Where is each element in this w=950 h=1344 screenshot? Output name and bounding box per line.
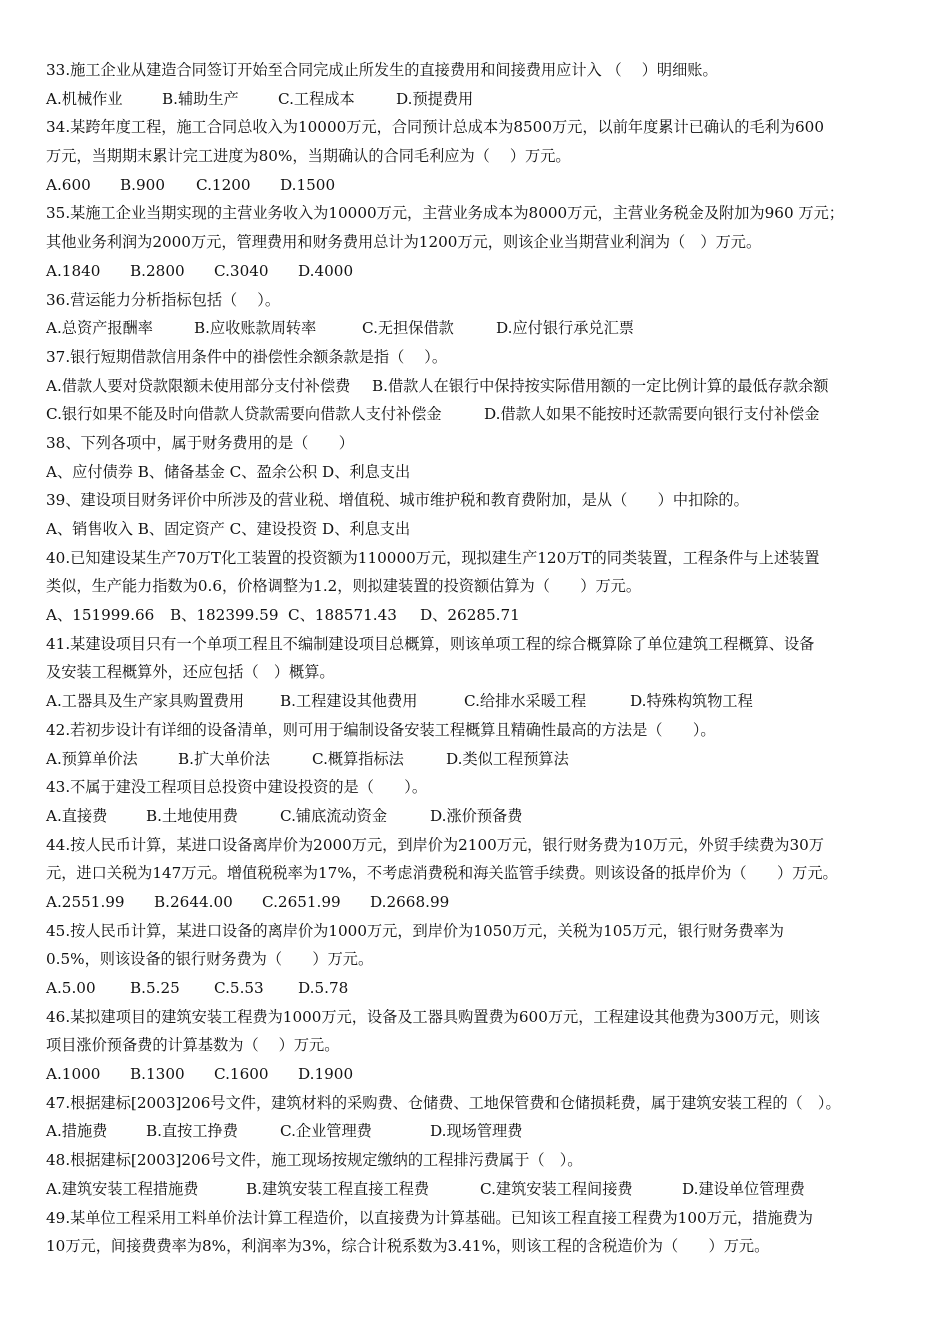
option-c: C.给排水采暖工程 bbox=[464, 692, 587, 711]
option-a: A.机械作业 bbox=[46, 89, 123, 108]
question-stem: 44.按人民币计算，某进口设备离岸价为2000万元，到岸价为2100万元，银行财务费为10万元，外贸手续费为30万 bbox=[46, 835, 824, 854]
option-a: A.1000 bbox=[46, 1065, 101, 1084]
option-a: A.措施费 bbox=[46, 1122, 108, 1141]
option-c: C.2651.99 bbox=[262, 892, 341, 911]
option-a: A.1840 bbox=[46, 261, 101, 280]
option-a: A.工器具及生产家具购置费用 bbox=[46, 692, 245, 711]
answer-options bbox=[46, 257, 916, 286]
question-stem-continued: 其他业务利润为2000万元，管理费用和财务费用总计为1200万元，则该企业当期营业利润为（ ）万元。 bbox=[46, 233, 762, 252]
option-b: B.2800 bbox=[130, 261, 185, 280]
option-b: B.辅助生产 bbox=[162, 89, 239, 108]
option-d: D.类似工程预算法 bbox=[446, 749, 569, 768]
option-d: D.1500 bbox=[280, 175, 336, 194]
question-stem: 40.已知建设某生产70万T化工装置的投资额为110000万元，现拟建生产120万T的同类装置，工程条件与上述装置 bbox=[46, 548, 820, 567]
question-stem: 39、建设项目财务评价中所涉及的营业税、增值税、城市维护税和教育费附加，是从（ ）中扣除的。 bbox=[46, 491, 749, 510]
question-stem-continued: 10万元，间接费费率为8%，利润率为3%，综合计税系数为3.41%，则该工程的含税造价为（ ）万元。 bbox=[46, 1237, 770, 1256]
answer-options: A、销售收入 B、固定资产 C、建设投资 D、利息支出 bbox=[46, 520, 411, 538]
question-stem: 49.某单位工程采用工料单价法计算工程造价，以直接费为计算基础。已知该工程直接工程费为100万元，措施费为 bbox=[46, 1208, 813, 1227]
option-d: D.现场管理费 bbox=[430, 1122, 523, 1141]
option-a: A.直接费 bbox=[46, 806, 108, 825]
option-c: C.建筑安装工程间接费 bbox=[480, 1179, 633, 1198]
answer-options bbox=[46, 802, 916, 831]
question-stem-continued: 及安装工程概算外，还应包括（ ）概算。 bbox=[46, 663, 335, 682]
option-c: C.无担保借款 bbox=[362, 319, 454, 338]
answer-options bbox=[46, 687, 916, 716]
option-d: D.1900 bbox=[298, 1065, 354, 1084]
option-a: A.600 bbox=[46, 175, 91, 194]
answer-options: A、应付债券 B、储备基金 C、盈余公积 D、利息支出 bbox=[46, 462, 411, 481]
option-c: C.3040 bbox=[214, 261, 269, 280]
question-stem: 48.根据建标[2003]206号文件，施工现场按规定缴纳的工程排污费属于（ ）。 bbox=[46, 1151, 583, 1170]
option-d: D、26285.71 bbox=[420, 606, 520, 625]
option-b: B、182399.59 bbox=[170, 606, 279, 625]
option-a: A.预算单价法 bbox=[46, 749, 138, 768]
option-c: C.工程成本 bbox=[278, 89, 355, 108]
option-d: D.预提费用 bbox=[396, 89, 474, 108]
answer-options bbox=[46, 745, 916, 774]
answer-options bbox=[46, 1175, 916, 1204]
option-d: D.借款人如果不能按时还款需要向银行支付补偿金 bbox=[484, 405, 820, 424]
question-stem-continued: 项目涨价预备费的计算基数为（ ）万元。 bbox=[46, 1036, 340, 1055]
option-b: B.工程建设其他费用 bbox=[280, 692, 418, 711]
question-stem: 36.营运能力分析指标包括（ ）。 bbox=[46, 290, 281, 309]
option-c: C、188571.43 bbox=[288, 606, 397, 625]
option-a: A.总资产报酬率 bbox=[46, 319, 153, 338]
answer-options bbox=[46, 171, 916, 200]
question-stem: 33.施工企业从建造合同签订开始至合同完成止所发生的直接费用和间接费用应计入 （ ）明细账。 bbox=[46, 61, 718, 79]
option-c: C.1200 bbox=[196, 175, 251, 194]
question-stem: 46.某拟建项目的建筑安装工程费为1000万元，设备及工器具购置费为600万元，工程建设其他费为300万元，则该 bbox=[46, 1007, 820, 1026]
answer-options bbox=[46, 314, 916, 343]
answer-options bbox=[46, 1117, 916, 1146]
option-c: C.1600 bbox=[214, 1065, 269, 1084]
answer-options bbox=[46, 888, 916, 917]
option-c: C.企业管理费 bbox=[280, 1122, 372, 1141]
exam-page bbox=[46, 56, 916, 1261]
question-stem: 42.若初步设计有详细的设备清单，则可用于编制设备安装工程概算且精确性最高的方法是（ ）。 bbox=[46, 720, 716, 739]
option-a: A、151999.66 bbox=[46, 606, 155, 625]
question-stem: 47.根据建标[2003]206号文件，建筑材料的采购费、仓储费、工地保管费和仓储损耗费，属于建筑安装工程的（ ）。 bbox=[46, 1093, 841, 1112]
answer-options bbox=[46, 601, 916, 630]
option-a: A.2551.99 bbox=[46, 892, 125, 911]
option-b: B.2644.00 bbox=[154, 892, 233, 911]
answer-options bbox=[46, 400, 916, 429]
option-d: D.特殊构筑物工程 bbox=[630, 692, 753, 711]
option-b: B.应收账款周转率 bbox=[194, 319, 317, 338]
option-d: D.涨价预备费 bbox=[430, 806, 523, 825]
option-b: B.借款人在银行中保持按实际借用额的一定比例计算的最低存款余额 bbox=[372, 376, 829, 395]
question-stem-continued: 0.5%，则该设备的银行财务费为（ ）万元。 bbox=[46, 950, 374, 969]
option-d: D.应付银行承兑汇票 bbox=[496, 319, 634, 338]
question-stem: 45.按人民币计算，某进口设备的离岸价为1000万元，到岸价为1050万元，关税为105万元，银行财务费率为 bbox=[46, 921, 784, 940]
question-stem: 35.某施工企业当期实现的主营业务收入为10000万元，主营业务成本为8000万元，主营业务税金及附加为960 万元； bbox=[46, 204, 844, 223]
question-stem: 43.不属于建没工程项目总投资中建设投资的是（ ）。 bbox=[46, 778, 428, 797]
option-c: C.概算指标法 bbox=[312, 749, 404, 768]
option-b: B.直按工挣费 bbox=[146, 1122, 238, 1141]
option-d: D.2668.99 bbox=[370, 892, 450, 911]
option-d: D.建设单位管理费 bbox=[682, 1179, 805, 1198]
answer-options bbox=[46, 974, 916, 1003]
option-a: A.借款人要对贷款限额未使用部分支付补偿费 bbox=[46, 376, 351, 395]
option-b: B.建筑安装工程直接工程费 bbox=[246, 1179, 430, 1198]
question-stem-continued: 元，进口关税为147万元。增值税税率为17%，不考虑消费税和海关监管手续费。则该设备的抵岸价为（ ）万元。 bbox=[46, 864, 838, 883]
question-stem-continued: 万元，当期期末累计完工进度为80%，当期确认的合同毛利应为（ ）万元。 bbox=[46, 147, 571, 166]
option-b: B.扩大单价法 bbox=[178, 749, 270, 768]
option-b: B.900 bbox=[120, 175, 165, 194]
question-stem: 34.某跨年度工程，施工合同总收入为10000万元，合同预计总成本为8500万元，以前年度累计已确认的毛利为600 bbox=[46, 118, 824, 137]
option-a: A.5.00 bbox=[46, 979, 96, 997]
question-stem-continued: 类似，生产能力指数为0.6，价格调整为1.2，则拟建装置的投资额估算为（ ）万元。 bbox=[46, 577, 642, 596]
question-stem: 41.某建设项目只有一个单项工程且不编制建设项目总概算，则该单项工程的综合概算除了单位建筑工程概算、设备 bbox=[46, 634, 815, 653]
answer-options bbox=[46, 372, 916, 401]
option-d: D.4000 bbox=[298, 261, 354, 280]
question-stem: 37.银行短期借款信用条件中的褂偿性余额条款是指（ ）。 bbox=[46, 347, 448, 366]
answer-options bbox=[46, 85, 916, 114]
question-stem: 38、下列各项中，属于财务费用的是（ ） bbox=[46, 433, 354, 452]
option-d: D.5.78 bbox=[298, 979, 349, 997]
option-b: B.1300 bbox=[130, 1065, 185, 1084]
option-c: C.铺底流动资金 bbox=[280, 806, 388, 825]
option-c: C.银行如果不能及时向借款人贷款需要向借款人支付补偿金 bbox=[46, 405, 442, 424]
option-c: C.5.53 bbox=[214, 979, 264, 997]
option-a: A.建筑安装工程措施费 bbox=[46, 1179, 199, 1198]
option-b: B.土地使用费 bbox=[146, 806, 238, 825]
option-b: B.5.25 bbox=[130, 979, 180, 997]
answer-options bbox=[46, 1060, 916, 1089]
